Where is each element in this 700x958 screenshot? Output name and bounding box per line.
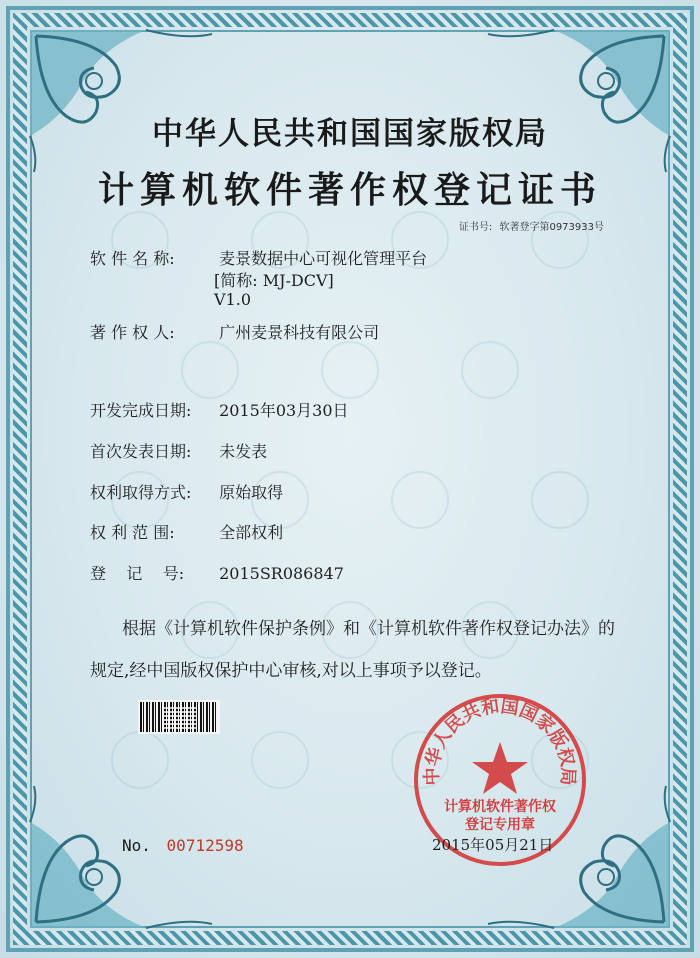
field-label: 权 利 范 围:	[90, 523, 175, 542]
corner-ornament-icon	[484, 26, 674, 176]
rights-scope-row	[90, 520, 283, 543]
software-short-name: [简称: MJ-DCV]	[214, 271, 334, 290]
seal-inner-line-2: 登记专用章	[465, 817, 535, 833]
corner-ornament-icon	[26, 26, 216, 176]
body-line-2: 规定,经中国版权保护中心审核,对以上事项予以登记。	[90, 661, 492, 681]
serial-number	[122, 836, 244, 855]
completion-date: 2015年03月30日	[219, 401, 349, 420]
issue-date: 2015年05月21日	[432, 836, 554, 854]
seal-inner-line-1: 计算机软件著作权	[444, 799, 556, 815]
rights-scope: 全部权利	[219, 523, 284, 542]
field-label: 开发完成日期:	[90, 401, 192, 420]
seal-ring-text: 中华人民共和国国家版权局	[421, 695, 579, 786]
copyright-owner-row	[90, 320, 379, 343]
certificate-number	[455, 218, 604, 233]
acquisition-method-row	[90, 480, 283, 503]
registration-number: 2015SR086847	[219, 564, 344, 583]
certificate-number-value: 软著登字第0973933号	[499, 222, 604, 233]
certificate-title: 计算机软件著作权登记证书	[97, 169, 602, 211]
acquisition-method: 原始取得	[219, 483, 284, 502]
publication-date: 未发表	[219, 442, 268, 461]
serial-label: No.	[122, 836, 151, 855]
field-label: 首次发表日期:	[90, 442, 192, 461]
field-label: 登 记 号:	[90, 564, 185, 583]
software-name: 麦景数据中心可视化管理平台	[219, 249, 428, 268]
serial-value: 00712598	[166, 836, 244, 855]
issuing-authority: 中华人民共和国国家版权局	[152, 116, 548, 152]
barcode-icon	[138, 700, 220, 734]
copyright-owner: 广州麦景科技有限公司	[219, 323, 380, 342]
registration-number-row	[90, 561, 344, 584]
completion-date-row	[90, 398, 349, 421]
software-version: V1.0	[214, 290, 251, 309]
field-label: 权利取得方式:	[90, 483, 192, 502]
publication-date-row	[90, 439, 267, 462]
software-name-row	[90, 246, 427, 269]
certificate-number-label: 证书号:	[458, 222, 493, 233]
field-label: 著 作 权 人:	[90, 323, 175, 342]
field-label: 软 件 名 称:	[90, 249, 175, 268]
body-line-1: 根据《计算机软件保护条例》和《计算机软件著作权登记办法》的	[122, 619, 615, 639]
